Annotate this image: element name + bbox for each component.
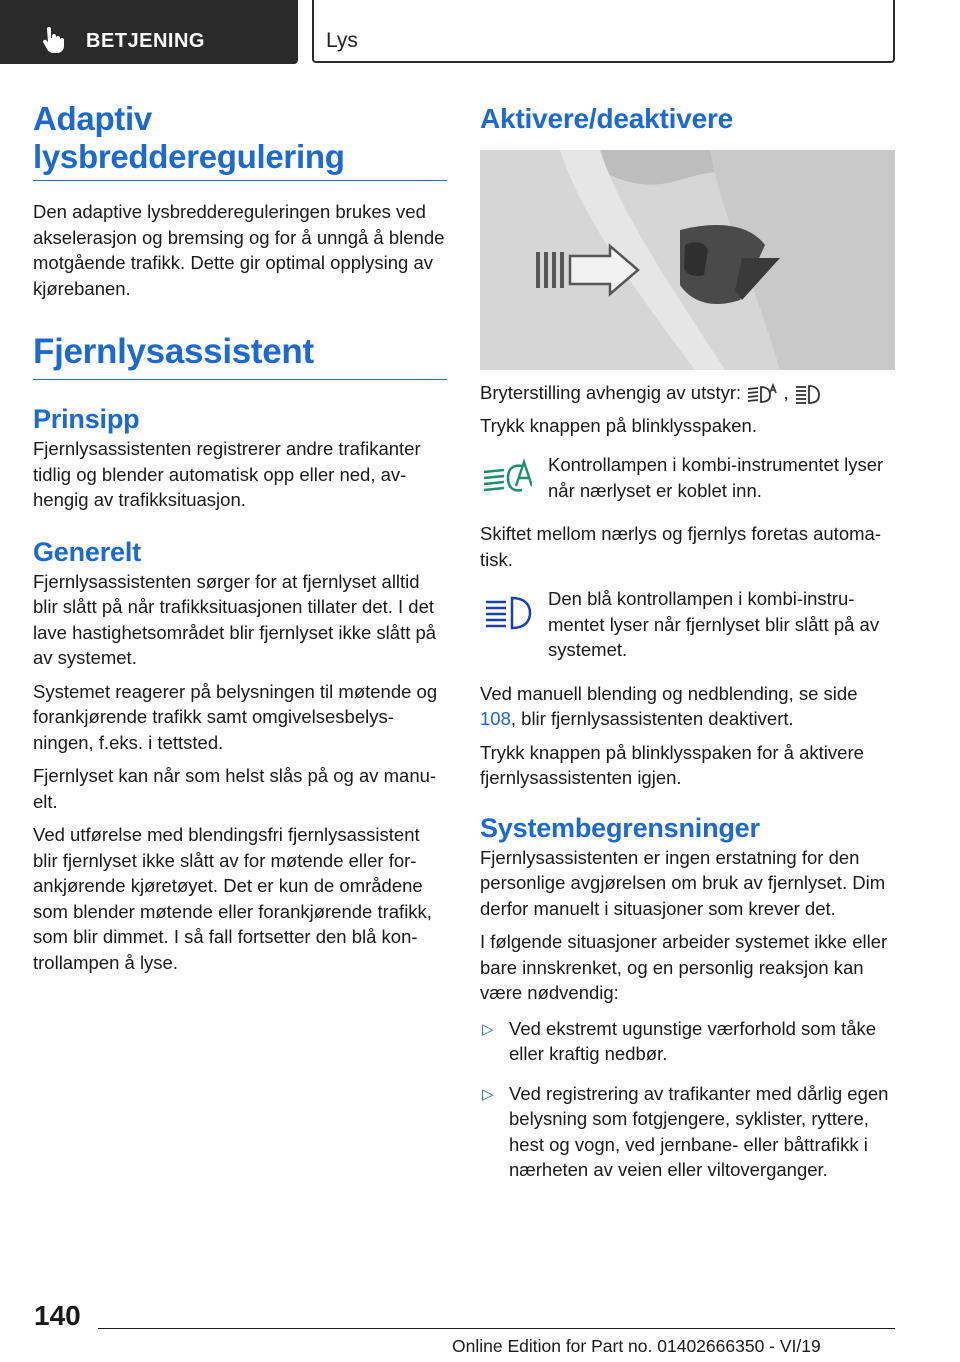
topic-title: Lys (326, 29, 358, 52)
footer-edition: Online Edition for Part no. 01402666350 - VI/19 (452, 1336, 821, 1356)
list-item (480, 1016, 894, 1067)
lamp-info-low-beam (480, 452, 894, 503)
triangle-bullet-icon: ▷ (482, 1020, 494, 1038)
para-limits-1: Fjernlysassistenten er ingen erstatning for den personlige avgjørelsen om bruk av fjernlyset. Dim derfor manuelt i situasjoner som krever det. (480, 846, 886, 919)
para-auto-switch: Skiftet mellom nærlys og fjernlys foretas automatisk. (480, 523, 881, 570)
hand-pointer-icon (38, 26, 66, 54)
lamp-info-high-beam (480, 586, 894, 663)
turn-signal-stalk-image (480, 150, 895, 370)
para-reactivate: Trykk knappen på blinklysspaken for å aktivere fjernlysassistenten igjen. (480, 741, 864, 788)
auto-light-indicator-icon (482, 458, 532, 498)
heading-activate: Aktivere/deaktivere (480, 103, 734, 134)
heading-adaptive: Adaptiv lysbredderegulering (33, 100, 447, 181)
switch-position-text: Bryterstilling avhengig av utstyr: (480, 382, 742, 403)
para-general-2: Systemet reagerer på belysningen til møtende og forankjørende trafikk samt omgivelsesbelysningen, f.eks. i tettsted. (33, 680, 438, 753)
para-general-3: Fjernlyset kan når som helst slås på og av manuelt. (33, 765, 437, 812)
para-lamp-low-beam: Kontrollampen i kombi-instrumentet lyser når nærlyset er koblet inn. (548, 454, 884, 501)
para-limits-2: I følgende situasjoner arbeider systemet ikke eller bare innskrenket, og en personlig reaksjon kan være nødvendig: (480, 931, 888, 1003)
para-press-button: Trykk knappen på blinklysspaken. (480, 414, 757, 436)
para-principle: Fjernlysassistenten registrerer andre trafikanter tidlig og blender automatisk opp eller ned, avhengig av trafikksituasjon. (33, 438, 421, 510)
para-adaptive: Den adaptive lysbreddereguleringen brukes ved akselerasjon og bremsing og for å unngå å blende motgående trafikk. Dette gir optimal opplysing av kjørebanen. (33, 201, 445, 299)
para-switch-position (480, 380, 894, 406)
right-column (480, 98, 894, 1183)
heading-high-beam-assistant: Fjernlysassistent (33, 329, 447, 380)
high-beam-assistant-icon (746, 383, 778, 405)
high-beam-icon (794, 383, 822, 405)
para-lamp-high-beam: Den blå kontrollampen i kombi-instrumentet lyser når fjernlyset blir slått på av systemet. (548, 588, 880, 660)
limits-list (480, 1016, 894, 1183)
list-item-text: Ved registrering av trafikanter med dårlig egen belysning som fotgjengere, syklister, ryttere, hest og vogn, ved jernbane- eller båttrafikk i nærheten av veien eller viltoverganger. (509, 1082, 889, 1180)
page-reference-link[interactable]: 108 (480, 708, 511, 729)
heading-general: Generelt (33, 536, 141, 567)
switch-separator: , (783, 382, 789, 403)
para-general-4: Ved utførelse med blendingsfri fjernlysassistent blir fjernlyset ikke slått av for møtende eller forankjørende kjøretøyet. Det er kun de områdene som blender møtende eller forankjørende trafikk, som blir dimmet. I så fall fortsetter den blå kontrollampen å lyse. (33, 824, 432, 973)
left-column (33, 100, 447, 975)
stalk-button-illustration (480, 150, 895, 370)
list-item-text: Ved ekstremt ugunstige værforhold som tåke eller kraftig nedbør. (509, 1017, 877, 1064)
manual-dimming-text-end: , blir fjernlysassistenten deaktivert. (510, 708, 794, 729)
footer-rule (98, 1328, 895, 1329)
para-general-1: Fjernlysassistenten sørger for at fjernlyset alltid blir slått på når trafikksituasjonen tillater det. I det lave hastighetsområdet blir fjernlyset ikke slått på av systemet. (33, 570, 437, 668)
heading-principle: Prinsipp (33, 404, 140, 434)
section-title: BETJENING (86, 30, 205, 52)
triangle-bullet-icon: ▷ (482, 1085, 494, 1103)
heading-system-limits: Systembegrensninger (480, 812, 760, 843)
section-tab (0, 0, 298, 64)
manual-dimming-text: Ved manuell blending og nedblending, se side (480, 682, 858, 704)
list-item (480, 1081, 894, 1183)
page-number: 140 (34, 1300, 81, 1331)
para-manual-dimming (480, 681, 894, 732)
high-beam-indicator-icon (482, 592, 532, 632)
topic-tab (312, 0, 895, 63)
